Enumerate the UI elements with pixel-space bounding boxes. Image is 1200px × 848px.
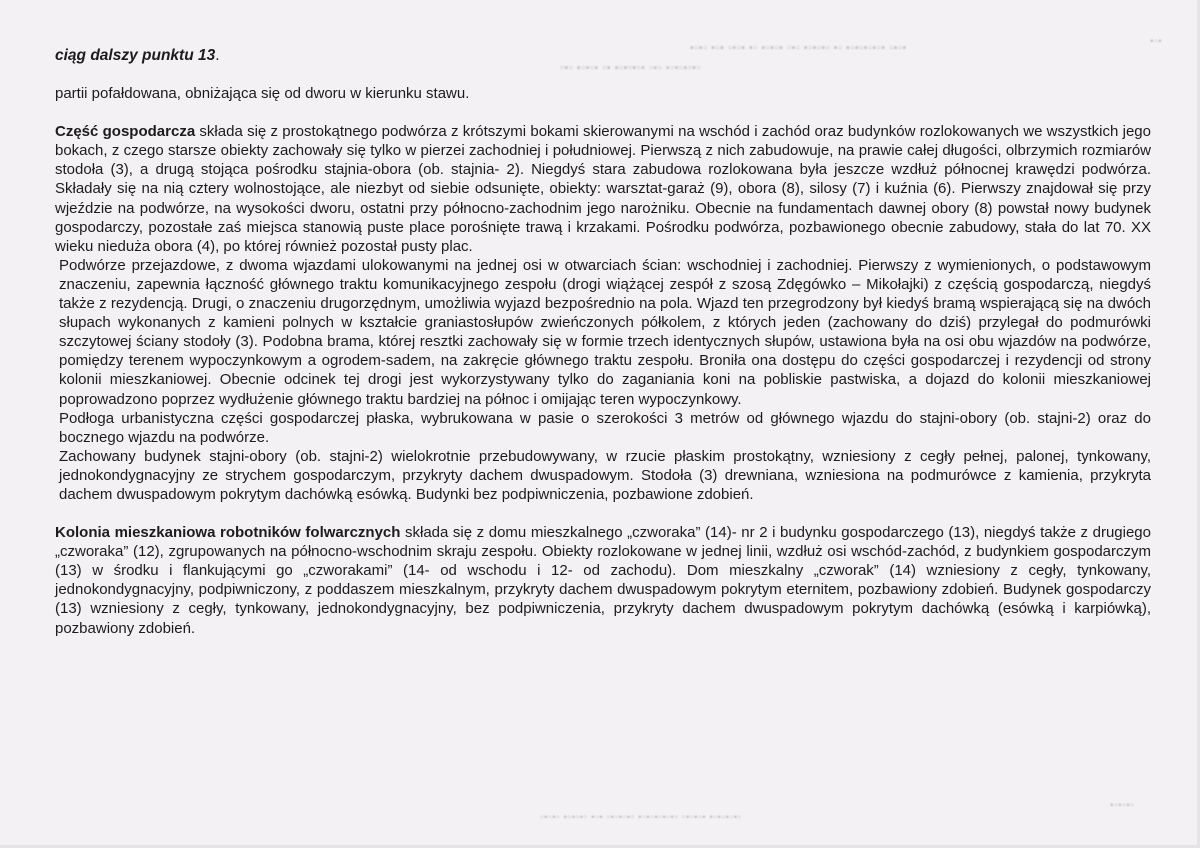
bleed-through-text: ▪▫▪▫ ▪▫▪ ▫▪▫▪ ▪▫ ▪▫▪▫▪ ▫▪▫ ▪▫▪▫▪▫ ▪▫ ▪▫▪▫▪▫▪▫▪ ▫▪▫▪ [690, 42, 907, 54]
colony-section-paragraph [55, 523, 1151, 638]
colony-section-text: składa się z domu mieszkalnego „czworaka” (14)- nr 2 i budynku gospodarczego (13), niegdyś także z drugiego „czworaka” (12), zgrupowanych na północno-wschodnim skraju zespołu. Obiekty rozlokowane w jednej linii, wzdłuż osi wschód-zachód, z budynkiem gospodarczym (13) w środku i flankującymi go „czworakami” (14- od wschodu i 12- od zachodu). Dom mieszkalny „czworak” (14) wzniesiony z cegły, tynkowany, jednokondygnacyjny, podpiwniczony, z poddaszem mieszkalnym, przykryty dachem dwuspadowym pokrytym eternitem, pozbawiony zdobień. Budynek gospodarczy (13) wzniesiony z cegły, tynkowany, jednokondygnacyjny, bez podpiwniczenia, przykryty dachem dwuspadowym pokrytym dachówką (esówką i karpiówką), pozbawiony zdobień. [55, 524, 1151, 637]
farm-section-lead: Część gospodarcza [55, 123, 196, 141]
colony-section-lead: Kolonia mieszkaniowa robotników folwarcznych [55, 524, 401, 542]
intro-line: partii pofałdowana, obniżająca się od dworu w kierunku stawu. [55, 85, 470, 103]
farm-section-paragraph-3: Podłoga urbanistyczna części gospodarczej płaska, wybrukowana w pasie o szerokości 3 metrów od głównego wjazdu do stajni-obory (ob. stajni-2) oraz do bocznego wjazdu na podwórze. [59, 409, 1151, 446]
document-body [55, 46, 1151, 638]
farm-section-paragraph-1 [55, 122, 1151, 256]
farm-section-text-1: składa się z prostokątnego podwórza z krótszymi bokami skierowanymi na wschód i zachód oraz budynków rozlokowanych we wszystkich jego bokach, z czego starsze obiekty zachowały się tylko w pierzei zachodniej i południowej. Pierwszą z nich zabudowuje, na prawie całej długości, olbrzymich rozmiarów stodoła (3), a drugą stojąca pośrodku stajnia-obora (ob. stajnia- 2). Niegdyś stara zabudowa rozlokowana była jeszcze wzdłuż północnej krawędzi podwórza. Składały się na nią cztery wolnostojące, ale niezbyt od siebie odsunięte, obiekty: warsztat-garaż (9), obora (8), silosy (7) i kuźnia (6). Pierwszy znajdował się przy wjeździe na podwórze, na wysokości dworu, ostatni przy północno-zachodnim jego narożniku. Obecnie na fundamentach dawnej obory (8) powstał nowy budynek gospodarczy, pozostałe zaś miejsca stanowią puste place porośnięte trawą i krzakami. Pośrodku podwórza, pozbawionego obecnie zabudowy, stała do lat 70. XX wieku nieduża obora (4), po której również pozostał pusty plac. [55, 123, 1151, 255]
continuation-heading-dot: . [215, 47, 220, 64]
bleed-through-text: ▪▫▪ [1150, 36, 1163, 47]
continuation-heading [55, 46, 1151, 65]
continuation-heading-text: ciąg dalszy punktu 13 [55, 47, 216, 64]
bleed-through-text: ▫▪▫▪▫ ▪▫▪▫▪▫ ▪▫▪ ▫▪▫▪▫▪▫ ▪▫▪▫▪▫▪▫▪▫ ▫▪▫▪▫▪ ▪▫▪▫▪▫▪▫ [540, 812, 742, 823]
bleed-through-text: ▫▪▫ ▪▫▪▫▪ ▫▪ ▪▫▪▫▪▫▪ ▫▪▫ ▪▫▪▫▪▫▪▫ [560, 62, 701, 74]
bleed-through-text: ▪▫▪▫▪▫ [1110, 800, 1135, 811]
farm-section-paragraph-2: Podwórze przejazdowe, z dwoma wjazdami ulokowanymi na jednej osi w otwarciach ścian: wschodniej i zachodniej. Pierwszy z wymienionych, o podstawowym znaczeniu, zapewnia łączność głównego traktu komunikacyjnego zespołu (drogi wiążącej zespół z szosą Zdęgówko – Mikołajki) z częścią gospodarczą, niegdyś także z rezydencją. Drugi, o znaczeniu drugorzędnym, umożliwia wyjazd bezpośrednio na pola. Wjazd ten przegrodzony był kiedyś bramą wspierającą się na dwóch słupach wykonanych z kamieni polnych w kształcie graniastosłupów zwieńczonych półkolem, z których jeden (zachowany do dziś) przylegał do podmurówki szczytowej ściany stodoły (3). Podobna brama, której resztki zachowały się w formie trzech identycznych słupów, ustawiona była na osi obu wjazdów na podwórze, pomiędzy terenem wypoczynkowym a ogrodem-sadem, na zakręcie głównego traktu zespołu. Broniła ona dostępu do części gospodarczej i rezydencji od strony kolonii mieszkaniowej. Obecnie odcinek tej drogi jest wykorzystywany tylko do zaganiania koni na pobliskie pastwiska, a dojazd do kolonii mieszkaniowej poprowadzono poprzez wydłużenie głównego traktu bardziej na północ i omijając teren wypoczynkowy. [59, 256, 1151, 408]
farm-section-paragraph-4: Zachowany budynek stajni-obory (ob. stajni-2) wielokrotnie przebudowywany, w rzucie płaskim prostokątny, wzniesiony z cegły pełnej, palonej, tynkowany, jednokondygnacyjny ze strychem gospodarczym, przykryty dachem dwuspadowym. Stodoła (3) drewniana, wzniesiona na podmurówce z kamienia, przykryta dachem dwuspadowym pokrytym dachówką esówką. Budynki bez podpiwniczenia, pozbawione zdobień. [59, 447, 1151, 503]
